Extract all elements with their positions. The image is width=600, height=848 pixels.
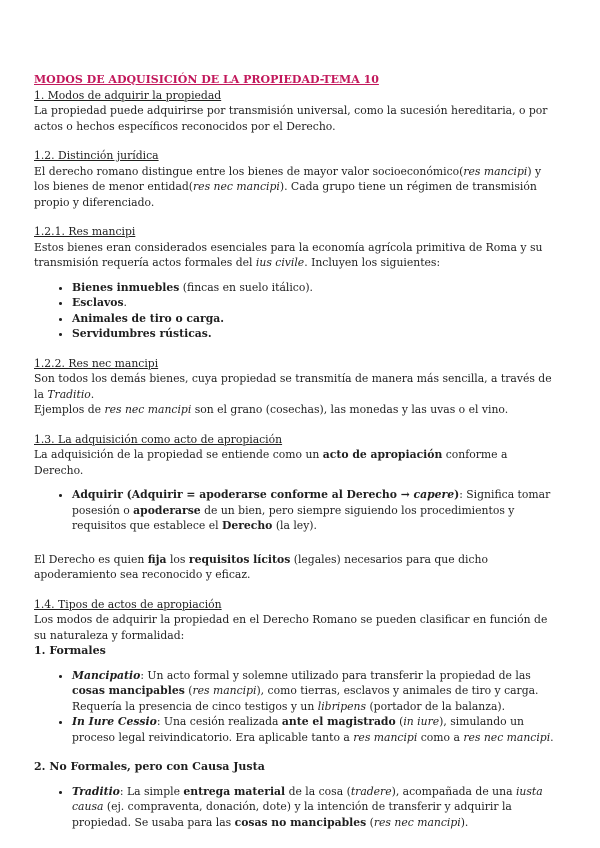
section-1-3-heading: 1.3. La adquisición como acto de apropiación xyxy=(34,432,283,446)
section-1-2-1-text: Estos bienes eran considerados esenciales para la economía agrícola primitiva de Roma y su transmisión requería actos formales del ius civile. Incluyen los siguientes: xyxy=(34,240,543,269)
section-1-2-text: El derecho romano distingue entre los bienes de mayor valor socioeconómico(res mancipi) y los bienes de menor entidad(res nec mancipi). Cada grupo tiene un régimen de transmisión propio y diferenciado. xyxy=(34,164,542,209)
section-1-text: La propiedad puede adquirirse por transmisión universal, como la sucesión hereditaria, o por actos o hechos específicos reconocidos por el Derecho. xyxy=(34,104,548,133)
section-1-4-heading: 1.4. Tipos de actos de apropiación xyxy=(34,597,222,611)
list-item: • Animales de tiro o carga. xyxy=(72,311,560,327)
section-1-2-1-heading: 1.2.1. Res mancipi xyxy=(34,225,136,238)
section-1-3-paragraph: El Derecho es quien fija los requisitos lícitos (legales) necesarios para que dicho apoderamiento sea reconocido y eficaz. xyxy=(34,552,488,581)
section-1-2-heading: 1.2. Distinción jurídica xyxy=(34,149,159,162)
formales-heading: 1. Formales xyxy=(34,644,106,657)
section-1-3-text: La adquisición de la propiedad se entiende como un acto de apropiación conforme a Derecho. xyxy=(34,448,508,477)
section-1-2-2-text: Son todos los demás bienes, cuya propiedad se transmitía de manera más sencilla, a través de la Traditio. xyxy=(34,372,552,401)
no-formales-heading: 2. No Formales, pero con Causa Justa xyxy=(34,760,265,773)
list-item: • Traditio: La simple entrega material de la cosa (tradere), acompañada de una iusta causa (ej. compraventa, donación, dote) y la intención de transferir y adquirir la propiedad. Se usaba para las cosas no mancipables (res nec mancipi). xyxy=(72,784,560,831)
no-formales-list xyxy=(34,784,560,831)
list-item: • Adquirir (Adquirir = apoderarse conforme al Derecho → capere): Significa tomar posesión o apoderarse de un bien, pero siempre siguiendo los procedimientos y requisitos que establece el Derecho (la ley). xyxy=(72,487,560,534)
formales-list xyxy=(34,668,560,746)
list-item: • Esclavos. xyxy=(72,295,560,311)
list-item: • Servidumbres rústicas. xyxy=(72,326,560,342)
list-item: • Mancipatio: Un acto formal y solemne utilizado para transferir la propiedad de las cosas mancipables (res mancipi), como tierras, esclavos y animales de tiro y carga. Requería la presencia de cinco testigos y un libripens (portador de la balanza). xyxy=(72,668,560,715)
section-1-2-2-heading: 1.2.2. Res nec mancipi xyxy=(34,356,159,370)
section-1-4-text: Los modos de adquirir la propiedad en el Derecho Romano se pueden clasificar en función de su naturaleza y formalidad: xyxy=(34,613,548,642)
section-1-heading: 1. Modos de adquirir la propiedad xyxy=(34,88,222,102)
list-item: • Bienes inmuebles (fincas en suelo itálico). xyxy=(72,280,560,296)
document-title: MODOS DE ADQUISICIÓN DE LA PROPIEDAD-TEMA 10 xyxy=(34,73,379,86)
res-mancipi-list xyxy=(34,280,560,342)
list-item: • In Iure Cessio: Una cesión realizada ante el magistrado (in iure), simulando un proceso legal reivindicatorio. Era aplicable tanto a res mancipi como a res nec mancipi. xyxy=(72,714,560,745)
adquirir-list xyxy=(34,487,560,534)
section-1-2-2-examples: Ejemplos de res nec mancipi son el grano (cosechas), las monedas y las uvas o el vino. xyxy=(34,403,509,416)
